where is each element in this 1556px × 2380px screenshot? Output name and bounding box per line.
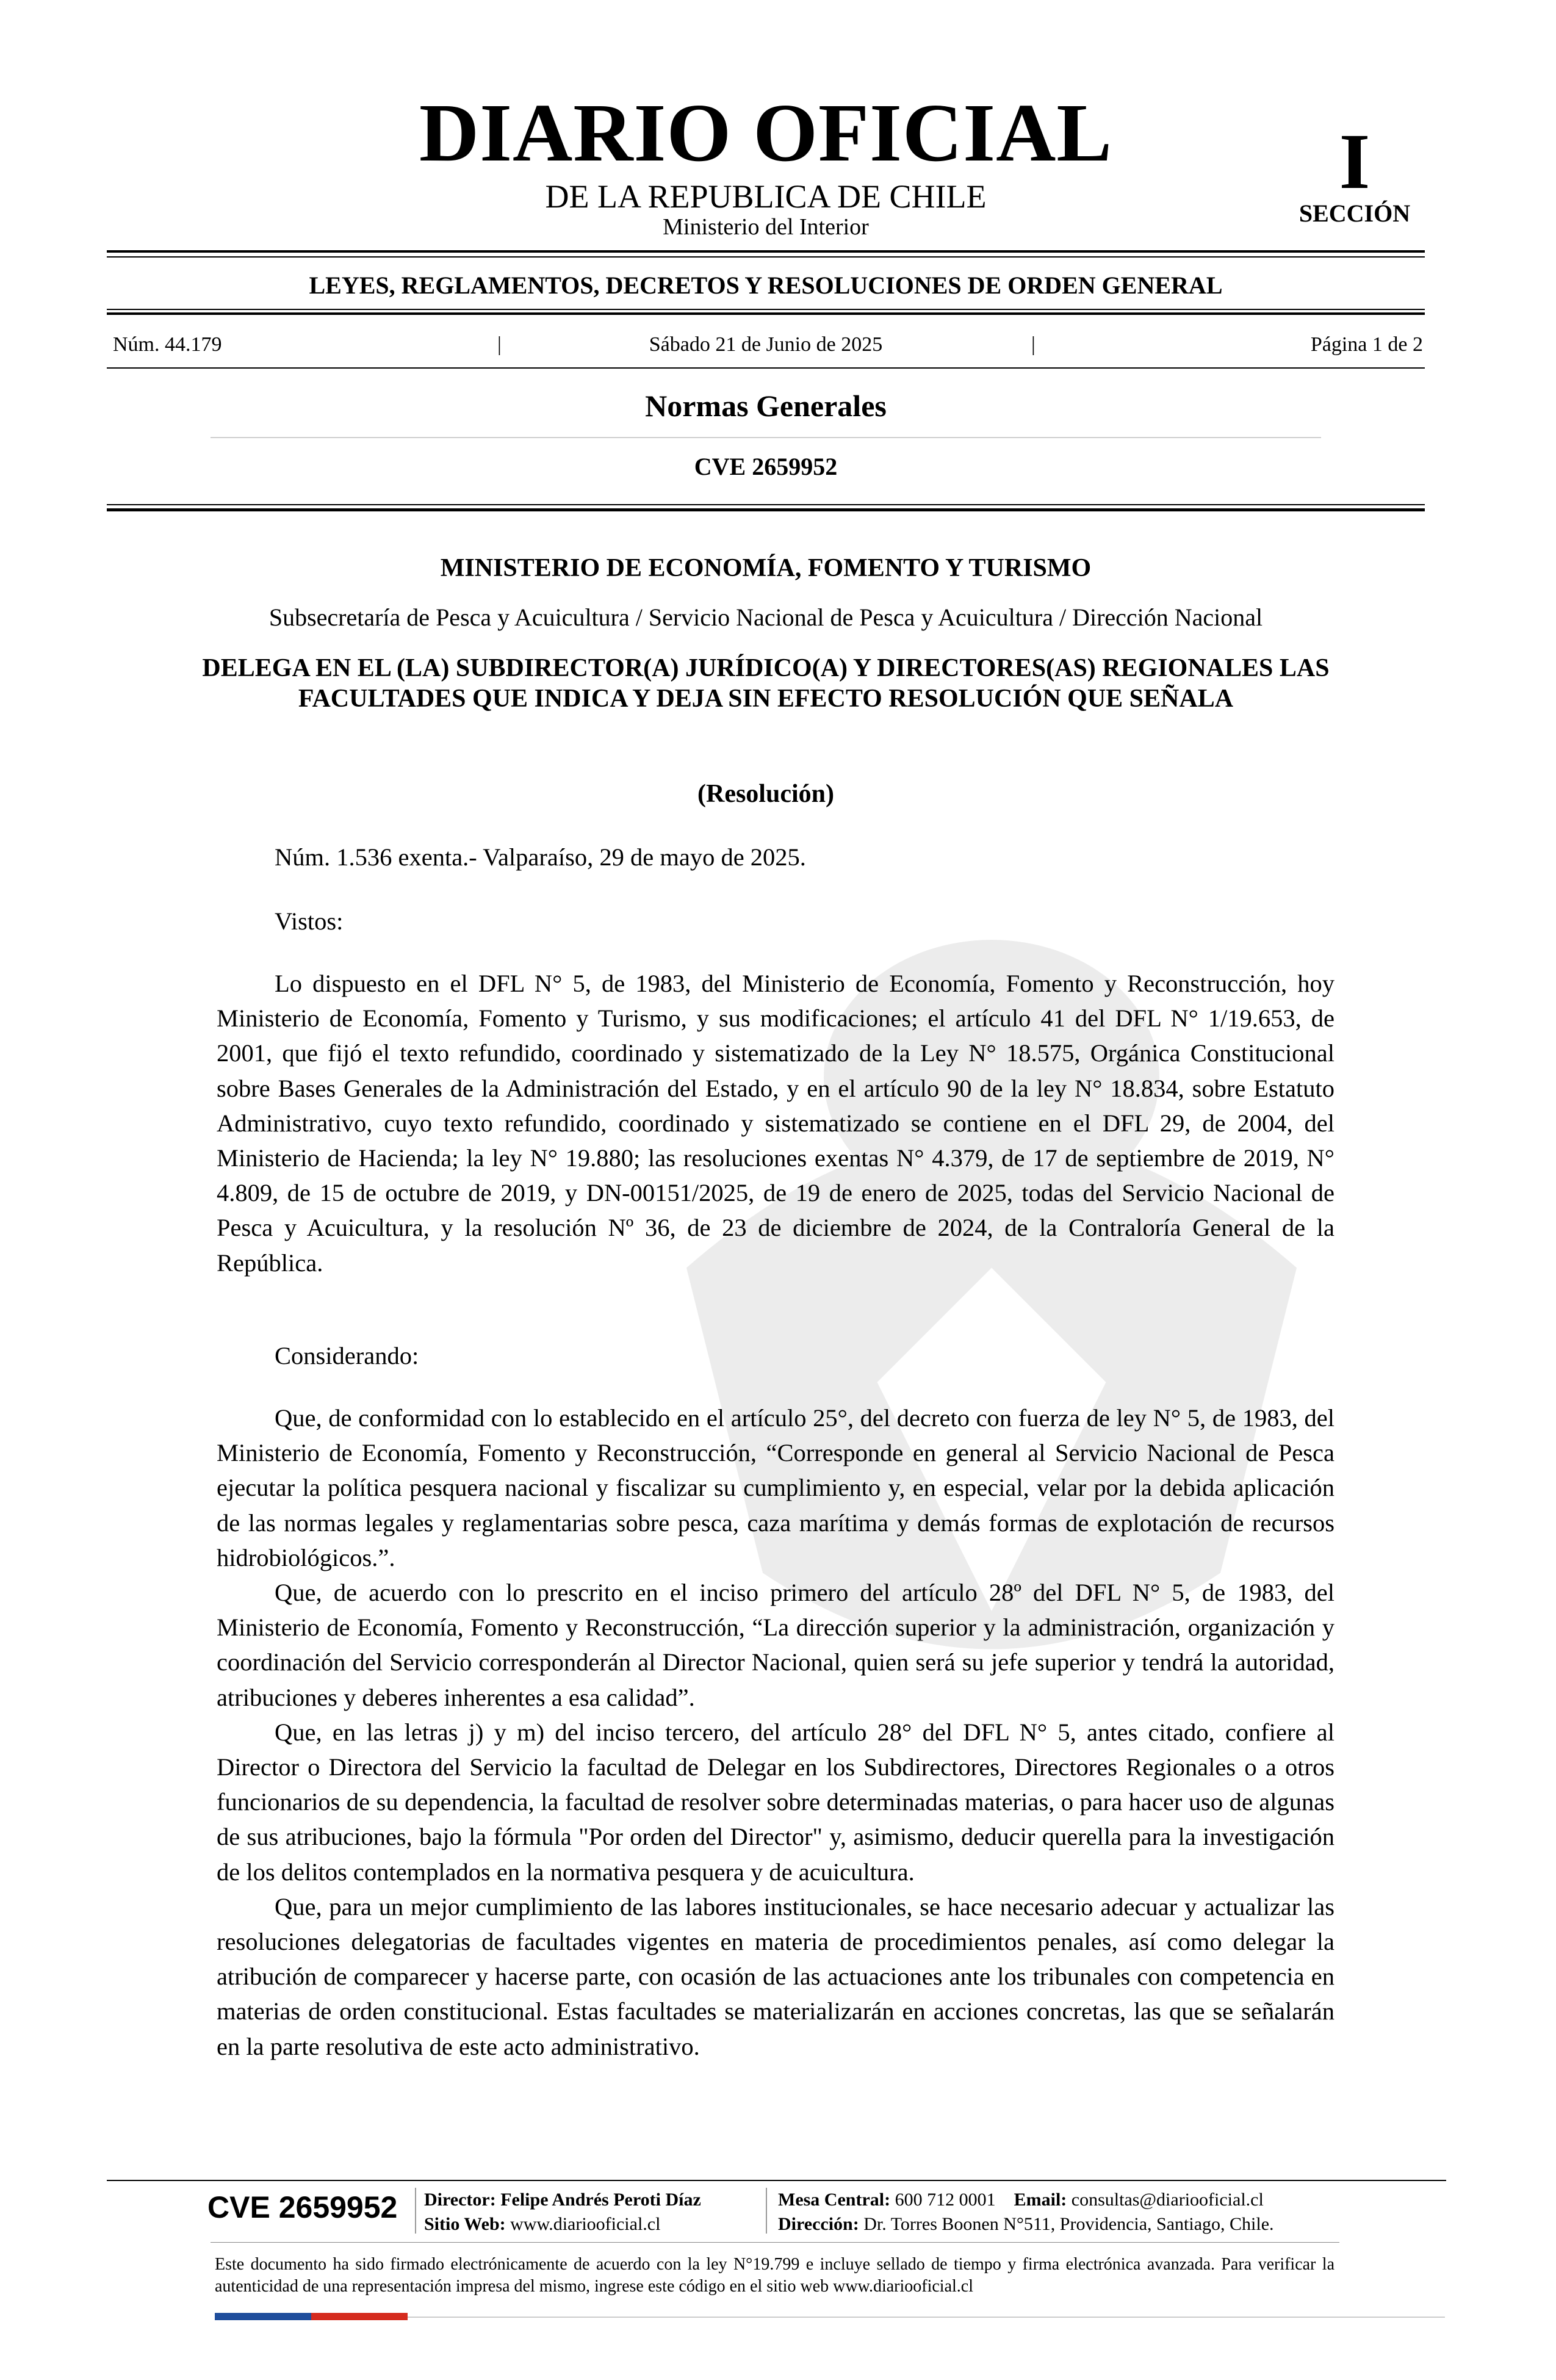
footer-rule-mid	[211, 2242, 1339, 2243]
issuing-office: Subsecretaría de Pesca y Acuicultura / Servicio Nacional de Pesca y Acuicultura / Dirección Nacional	[268, 604, 1263, 631]
electronic-signature-note: Este documento ha sido firmado electrónicamente de acuerdo con la ley N°19.799 e incluye sellado de tiempo y firma electrónica avanzada. Para verificar la autenticidad de una representación impresa del mismo, ingrese este código en el sitio web www.diariooficial.cl	[215, 2255, 1334, 2296]
footer-rule-top	[107, 2180, 1446, 2181]
meta-rule	[107, 367, 1425, 369]
section-title: Normas Generales	[645, 389, 887, 423]
category-banner: LEYES, REGLAMENTOS, DECRETOS Y RESOLUCIONES DE ORDEN GENERAL	[309, 272, 1223, 299]
considerando-label: Considerando:	[275, 1342, 419, 1369]
meta-separator-1: |	[497, 333, 502, 356]
section-label: SECCIÓN	[1298, 200, 1411, 227]
resolution-number: Núm. 1.536 exenta.- Valparaíso, 29 de mayo de 2025.	[275, 843, 806, 871]
resolution-heading: DELEGA EN EL (LA) SUBDIRECTOR(A) JURÍDICO(A) Y DIRECTORES(AS) REGIONALES LAS FACULTADES QUE INDICA Y DEJA SIN EFECTO RESOLUCIÓN QUE SEÑALA	[202, 654, 1330, 713]
vistos-section	[217, 966, 1334, 1280]
address-text: Dr. Torres Boonen N°511, Providencia, Santiago, Chile.	[863, 2214, 1274, 2234]
considerando-paragraph-2: Que, de acuerdo con lo prescrito en el inciso primero del artículo 28º del DFL N° 5, de 1983, del Ministerio de Economía, Fomento y Reconstrucción, “La dirección superior y la administración, organización y coordinación del Servicio corresponderán al Director Nacional, quien será su jefe superior y tendrá la autoridad, atribuciones y deberes inherentes a esa calidad”.	[217, 1579, 1334, 1711]
footer-contact-block	[778, 2188, 1274, 2237]
considerando-paragraph-1: Que, de conformidad con lo establecido en el artículo 25°, del decreto con fuerza de ley N° 5, de 1983, del Ministerio de Economía, Fomento y Reconstrucción, “Corresponde en general al Servicio Nacional de Pesca ejecutar la política pesquera nacional y fiscalizar su cumplimiento y, en especial, velar por la debida aplicación de las normas legales y reglamentarias sobre pesca, caza marítima y demás formas de explotación de recursos hidrobiológicos.”.	[217, 1404, 1334, 1571]
website-link[interactable]: www.diariooficial.cl	[510, 2214, 661, 2234]
footer-rule-bottom	[408, 2317, 1445, 2318]
section-title-rule	[211, 437, 1321, 438]
section-number: I	[1339, 118, 1371, 206]
cve-rule-thin	[107, 504, 1425, 505]
newspaper-ministry: Ministerio del Interior	[663, 214, 869, 240]
footer-divider-2	[766, 2188, 767, 2234]
category-rule	[107, 312, 1425, 315]
issue-date: Sábado 21 de Junio de 2025	[649, 333, 883, 356]
email-link[interactable]: consultas@diariooficial.cl	[1071, 2190, 1264, 2210]
vistos-label: Vistos:	[275, 907, 344, 935]
cve-code: CVE 2659952	[694, 453, 838, 480]
header-rule-top-thin	[107, 256, 1425, 258]
footer-director-block	[424, 2188, 701, 2237]
flag-stripe-blue	[215, 2313, 311, 2320]
phone-label: Mesa Central:	[778, 2190, 891, 2210]
director-label: Director:	[424, 2190, 496, 2210]
email-label: Email:	[1014, 2190, 1067, 2210]
category-rule-thin	[107, 309, 1425, 310]
considerando-paragraph-3: Que, en las letras j) y m) del inciso tercero, del artículo 28° del DFL N° 5, antes citado, confiere al Director o Directora del Servicio la facultad de Delegar en los Subdirectores, Directores Regionales o a otros funcionarios de su dependencia, la facultad de resolver sobre determinadas materias, o para hacer uso de algunas de sus atribuciones, bajo la fórmula "Por orden del Director" y, asimismo, deducir querella para la investigación de los delitos contemplados en la normativa pesquera y de acuicultura.	[217, 1718, 1334, 1886]
considerando-paragraph-4: Que, para un mejor cumplimiento de las labores institucionales, se hace necesario adecuar y actualizar las resoluciones delegatorias de facultades vigentes en materia de procedimientos penales, así como delegar la atribución de comparecer y hacerse parte, con ocasión de las actuaciones ante los tribunales con competencia en materias de orden constitucional. Estas facultades se materializarán en acciones concretas, las que se señalarán en la parte resolutiva de este acto administrativo.	[217, 1892, 1334, 2060]
address-label: Dirección:	[778, 2214, 859, 2234]
issuing-ministry: MINISTERIO DE ECONOMÍA, FOMENTO Y TURISMO	[440, 554, 1092, 582]
director-name: Felipe Andrés Peroti Díaz	[500, 2190, 701, 2210]
page-indicator: Página 1 de 2	[1310, 333, 1423, 356]
newspaper-title: DIARIO OFICIAL	[419, 87, 1113, 179]
meta-separator-2: |	[1031, 333, 1036, 356]
footer-divider-1	[415, 2188, 416, 2234]
issue-number: Núm. 44.179	[113, 333, 222, 356]
newspaper-subtitle: DE LA REPUBLICA DE CHILE	[545, 178, 987, 215]
considerando-section	[217, 1401, 1334, 2064]
cve-rule	[107, 508, 1425, 511]
footer-cve-code: CVE 2659952	[207, 2190, 398, 2224]
vistos-paragraph: Lo dispuesto en el DFL N° 5, de 1983, del Ministerio de Economía, Fomento y Reconstrucción, hoy Ministerio de Economía, Fomento y Turismo, y sus modificaciones; el artículo 41 del DFL N° 1/19.653, de 2001, que fijó el texto refundido, coordinado y sistematizado de la Ley N° 18.575, Orgánica Constitucional sobre Bases Generales de la Administración del Estado, y en el artículo 90 de la ley N° 18.834, sobre Estatuto Administrativo, cuyo texto refundido, coordinado y sistematizado se contiene en el DFL 29, de 2004, del Ministerio de Hacienda; la ley N° 19.880; las resoluciones exentas N° 4.379, de 17 de septiembre de 2019, N° 4.809, de 15 de octubre de 2019, y DN-00151/2025, de 19 de enero de 2025, todas del Servicio Nacional de Pesca y Acuicultura, y la resolución Nº 36, de 23 de diciembre de 2024, de la Contraloría General de la República.	[217, 970, 1334, 1277]
document-type: (Resolución)	[697, 780, 834, 808]
phone-number: 600 712 0001	[895, 2190, 996, 2210]
header-rule-top	[107, 250, 1425, 253]
website-label: Sitio Web:	[424, 2214, 506, 2234]
flag-stripe-red	[311, 2313, 408, 2320]
